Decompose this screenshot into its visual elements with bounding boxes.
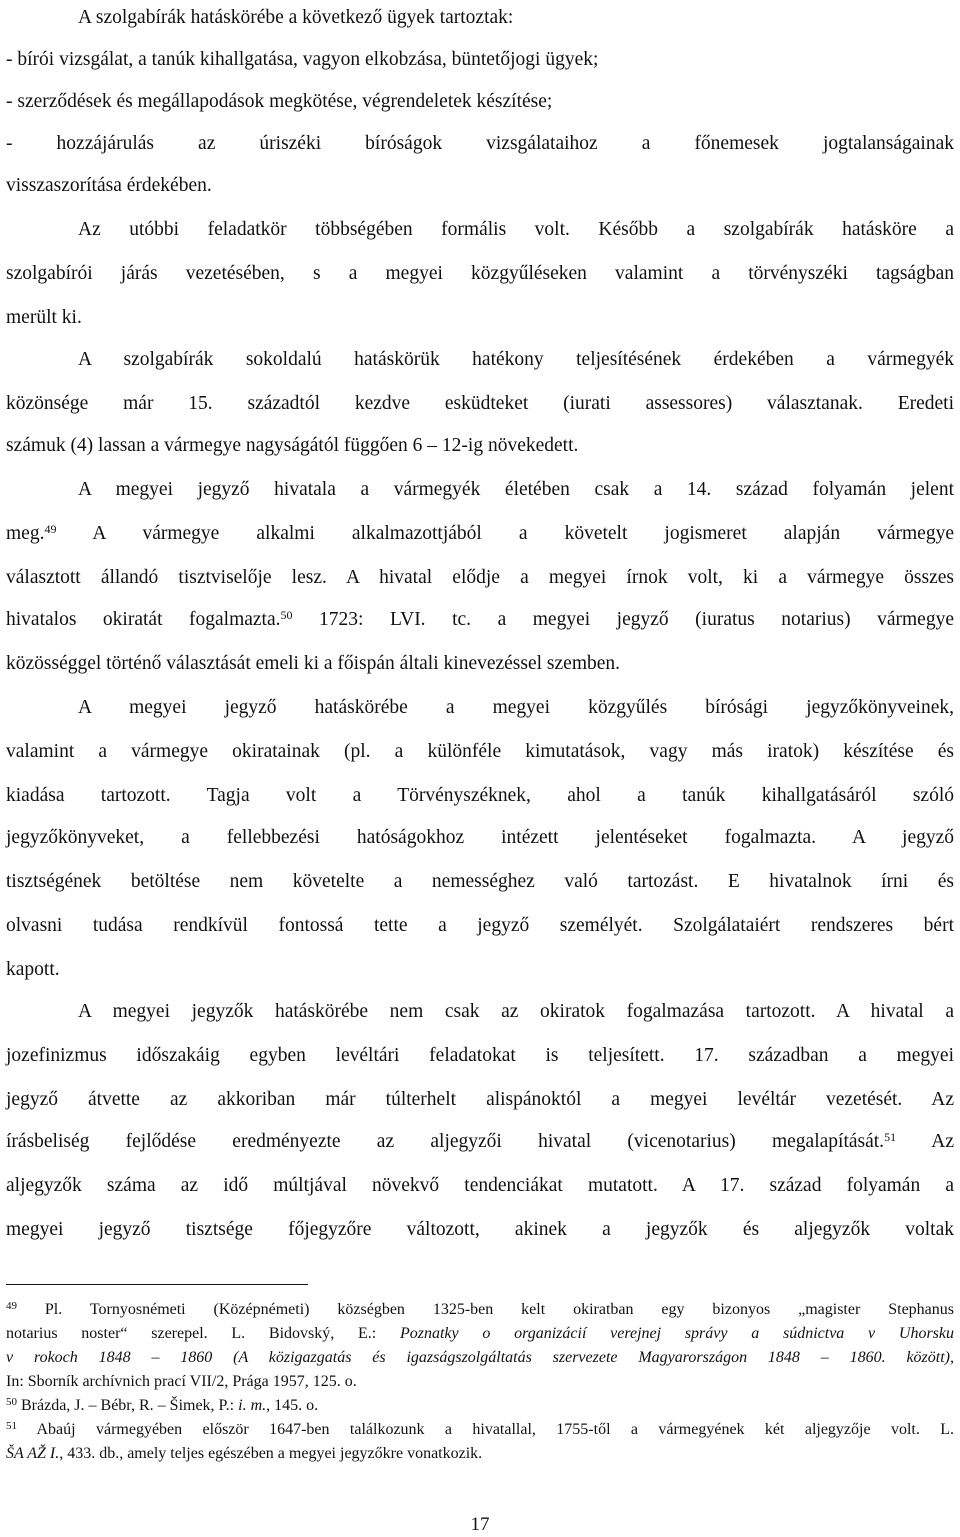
- text-line: közösséggel történő választását emeli ki a főispán általi kinevezéssel szemben.: [6, 653, 621, 674]
- text-line: olvasni tudása rendkívül fontossá tette a jegyző személyét. Szolgálataiért rendszeres bért: [6, 915, 954, 936]
- text-line: A megyei jegyző hatáskörébe a megyei közgyűlés bírósági jegyzőkönyveinek,: [78, 697, 954, 718]
- text-line: - bírói vizsgálat, a tanúk kihallgatása, vagyon elkobzása, büntetőjogi ügyek;: [6, 49, 599, 70]
- footnote-line: notarius noster“ szerepel. L. Bidovský, E.: Poznatky o organizácií verejnej správy a súdnictva v Uhorsku: [6, 1325, 954, 1342]
- text-line: kapott.: [6, 959, 60, 980]
- text-line: írásbeliség fejlődése eredményezte az aljegyzői hivatal (vicenotarius) megalapítását.$^{51}$ Az: [6, 1130, 954, 1152]
- text-line: valamint a vármegye okiratainak (pl. a különféle kimutatások, vagy más iratok) készítése és: [6, 741, 954, 762]
- footnote-line: $^{51}$ Abaúj vármegyében először 1647-ben találkozunk a hivatallal, 1755-től a vármegyének két aljegyzője volt. L.: [6, 1420, 954, 1438]
- text-line: A szolgabírák sokoldalú hatáskörük hatékony teljesítésének érdekében a vármegyék: [78, 349, 954, 370]
- text-line: meg.$^{49}$ A vármegye alkalmi alkalmazottjából a követelt jogismeret alapján vármegye: [6, 522, 954, 544]
- text-line: - hozzájárulás az úriszéki bíróságok vizsgálataihoz a főnemesek jogtalanságainak: [6, 133, 954, 154]
- text-line: tisztségének betöltése nem követelte a nemességhez való tartozást. E hivatalnok írni és: [6, 871, 954, 892]
- text-line: jozefinizmus időszakáig egyben levéltári feladatokat is teljesített. 17. században a megyei: [6, 1045, 954, 1066]
- text-line: A megyei jegyzők hatáskörébe nem csak az okiratok fogalmazása tartozott. A hivatal a: [78, 1001, 954, 1022]
- text-line: aljegyzők száma az idő múltjával növekvő tendenciákat mutatott. A 17. század folyamán a: [6, 1175, 954, 1196]
- footnote-line: $^{50}$ Brázda, J. – Bébr, R. – Šimek, P.: i. m., 145. o.: [6, 1396, 319, 1414]
- text-line: szolgabírói járás vezetésében, s a megyei közgyűléseken valamint a törvényszéki tagságban: [6, 263, 954, 284]
- text-line: közönsége már 15. századtól kezdve esküdteket (iurati assessores) választanak. Eredeti: [6, 393, 954, 414]
- footnote-separator: [6, 1284, 308, 1285]
- text-line: A megyei jegyző hivatala a vármegyék életében csak a 14. század folyamán jelent: [78, 479, 954, 500]
- text-line: - szerződések és megállapodások megkötése, végrendeletek készítése;: [6, 91, 553, 112]
- footnote-line: $^{49}$ Pl. Tornyosnémeti (Középnémeti) községben 1325-ben kelt okiratban egy bizonyos „magister Stephanus: [6, 1300, 954, 1318]
- text-line: megyei jegyző tisztsége főjegyzőre változott, akinek a jegyzők és aljegyzők voltak: [6, 1219, 954, 1240]
- footnote-line: In: Sborník archívnich prací VII/2, Prága 1957, 125. o.: [6, 1373, 357, 1390]
- text-line: jegyző átvette az akkoriban már túlterhelt alispánoktól a megyei levéltár vezetését. Az: [6, 1089, 954, 1110]
- text-line: kiadása tartozott. Tagja volt a Törvényszéknek, ahol a tanúk kihallgatásáról szóló: [6, 785, 954, 806]
- footnote-line: v rokoch 1848 – 1860 (A közigazgatás és igazságszolgáltatás szervezete Magyarországon 1848 – 1860. között),: [6, 1349, 954, 1366]
- text-line: merült ki.: [6, 307, 82, 328]
- text-line: A szolgabírák hatáskörébe a következő ügyek tartoztak:: [78, 7, 514, 28]
- page-number: 17: [470, 1514, 490, 1535]
- footnote-line: ŠA AŽ I., 433. db., amely teljes egészében a megyei jegyzőkre vonatkozik.: [6, 1445, 483, 1462]
- text-line: választott állandó tisztviselője lesz. A hivatal elődje a megyei írnok volt, ki a vármegye összes: [6, 567, 954, 588]
- document-page: [6, 0, 954, 1537]
- text-line: számuk (4) lassan a vármegye nagyságától függően 6 – 12-ig növekedett.: [6, 435, 579, 456]
- text-line: jegyzőkönyveket, a fellebbezési hatóságokhoz intézett jelentéseket fogalmazta. A jegyző: [6, 827, 954, 848]
- text-line: hivatalos okiratát fogalmazta.$^{50}$ 1723: LVI. tc. a megyei jegyző (iuratus notarius) vármegye: [6, 608, 954, 630]
- text-line: visszaszorítása érdekében.: [6, 175, 212, 196]
- text-line: Az utóbbi feladatkör többségében formális volt. Később a szolgabírák hatásköre a: [78, 219, 954, 240]
